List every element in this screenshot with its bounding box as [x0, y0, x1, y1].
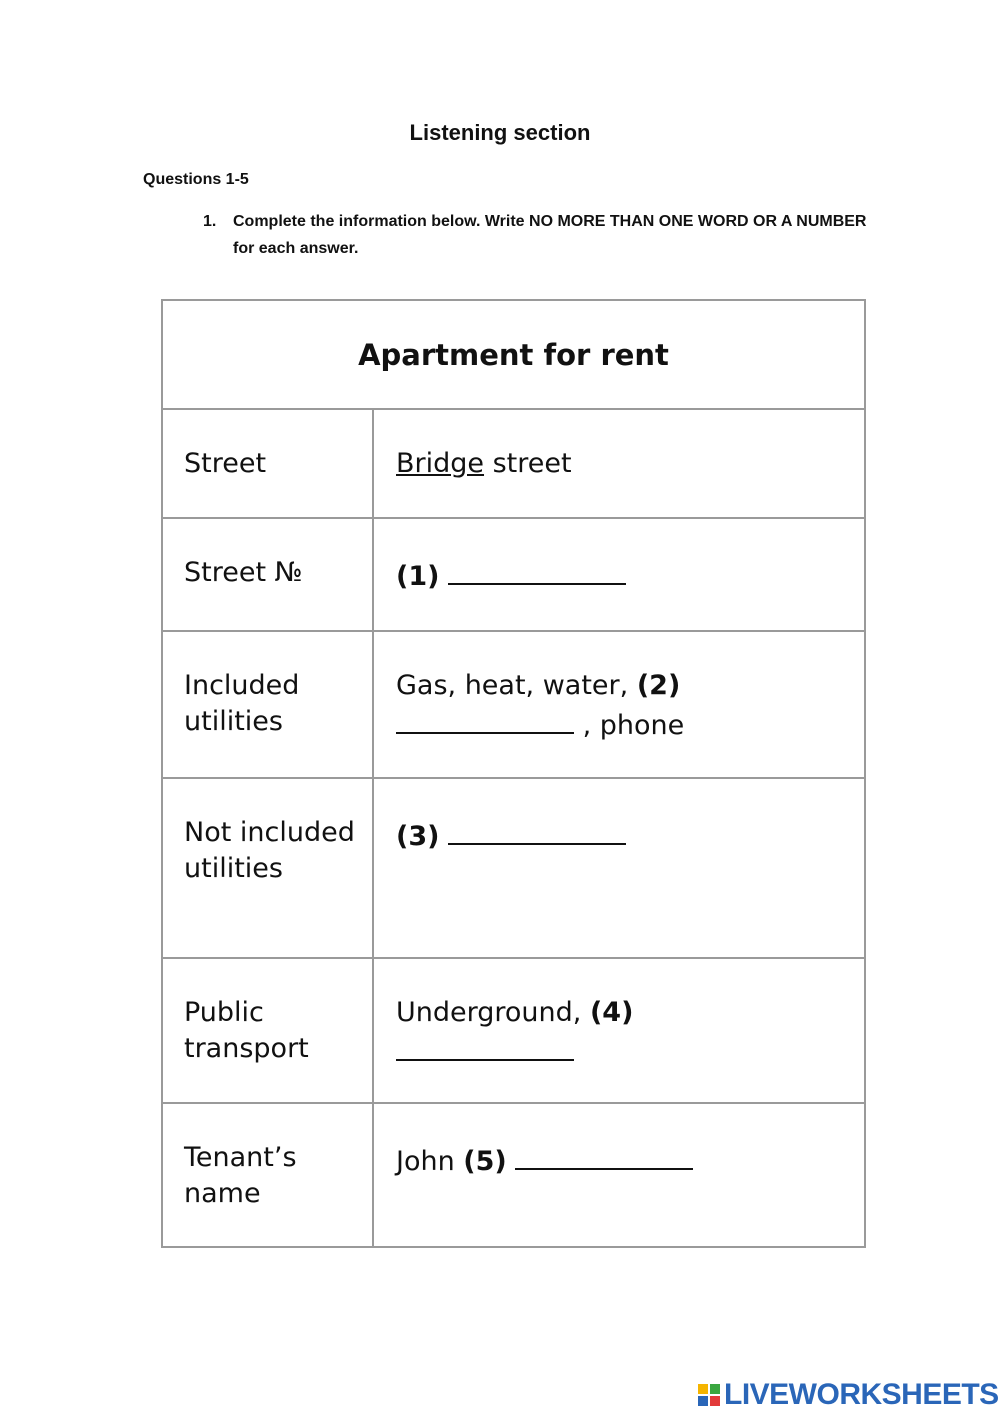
answer-blank-1[interactable] — [448, 555, 626, 585]
table-row — [162, 778, 865, 958]
liveworksheets-logo-icon — [698, 1384, 720, 1406]
row-value-street — [373, 409, 865, 518]
liveworksheets-logo — [698, 1378, 999, 1412]
answer-blank-4[interactable] — [396, 1031, 574, 1061]
street-name: Bridge — [396, 448, 485, 479]
table-row — [162, 958, 865, 1103]
answer-blank-3[interactable] — [448, 815, 626, 845]
included-suffix: , phone — [574, 710, 685, 741]
transport-prefix: Underground, — [396, 997, 590, 1028]
answer-marker-3: (3) — [396, 821, 440, 852]
table-row — [162, 1103, 865, 1247]
answer-marker-5: (5) — [463, 1146, 507, 1177]
row-value-transport — [373, 958, 865, 1103]
apartment-table — [161, 299, 866, 1248]
answer-blank-2[interactable] — [396, 704, 574, 734]
row-label-street: Street — [162, 409, 373, 518]
table-row — [162, 409, 865, 518]
answer-marker-1: (1) — [396, 561, 440, 592]
instruction-text: Complete the information below. Write NO MORE THAN ONE WORD OR A NUMBER for each answer. — [233, 213, 867, 257]
row-value-not-included — [373, 778, 865, 958]
logo-text: LIVEWORKSHEETS — [724, 1378, 999, 1411]
row-label-included: Included utilities — [162, 631, 373, 778]
street-suffix: street — [484, 448, 572, 479]
answer-marker-2: (2) — [636, 670, 681, 701]
row-label-not-included: Not included utilities — [162, 778, 373, 958]
table-row — [162, 631, 865, 778]
row-value-included — [373, 631, 865, 778]
tenant-prefix: John — [396, 1146, 464, 1177]
answer-blank-5[interactable] — [515, 1140, 693, 1170]
table-header: Apartment for rent — [162, 300, 865, 409]
page-title: Listening section — [409, 120, 591, 145]
instruction-number: 1. — [203, 213, 217, 230]
row-label-tenant: Tenant’s name — [162, 1103, 373, 1247]
row-value-tenant — [373, 1103, 865, 1247]
row-label-number: Street № — [162, 518, 373, 631]
included-prefix: Gas, heat, water, — [396, 670, 637, 701]
answer-marker-4: (4) — [589, 997, 634, 1028]
questions-label: Questions 1-5 — [143, 171, 249, 188]
row-value-number — [373, 518, 865, 631]
table-row — [162, 518, 865, 631]
row-label-transport: Public transport — [162, 958, 373, 1103]
instruction — [203, 208, 873, 262]
